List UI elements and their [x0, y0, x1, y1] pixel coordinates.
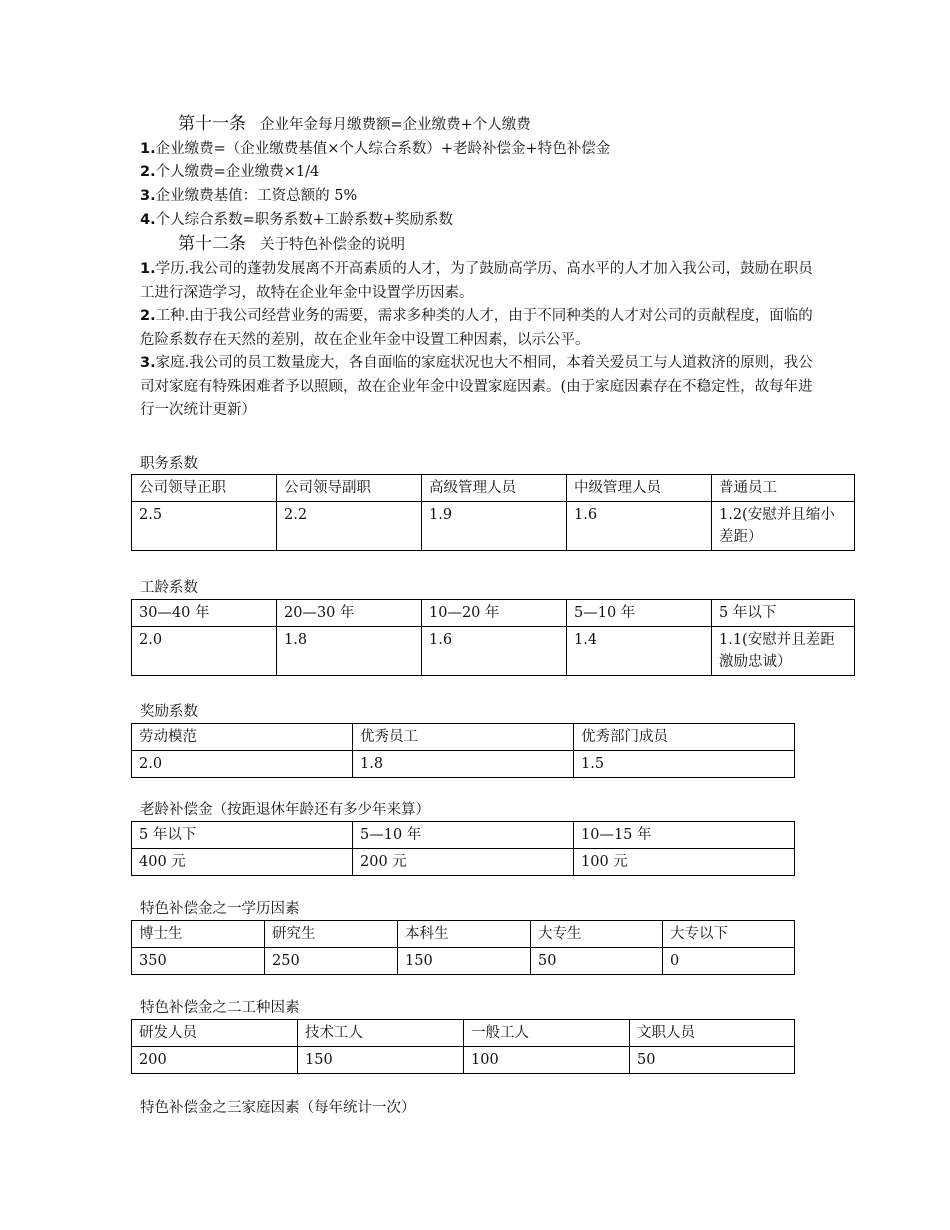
header-cell: 30—40 年 — [132, 600, 277, 627]
item-text: 家庭.我公司的员工数量庞大，各自面临的家庭状况也大不相同，本着关爱员工与人道救济的原则，我公司对家庭有特殊困难者予以照顾，故在企业年金中设置家庭因素。(由于家庭因素存在不稳定性，故每年进行一次统计更新） — [140, 355, 813, 418]
header-cell: 一般工人 — [464, 1020, 630, 1047]
reward-table-caption: 奖励系数 — [140, 704, 198, 720]
table-header-row — [132, 600, 855, 627]
header-cell: 优秀员工 — [353, 724, 574, 751]
value-cell: 1.8 — [353, 751, 574, 778]
value-cell: 50 — [531, 948, 663, 975]
value-cell: 0 — [663, 948, 795, 975]
jobtype-table-caption: 特色补偿金之二工种因素 — [140, 1000, 300, 1016]
header-cell: 10—20 年 — [422, 600, 567, 627]
article-12-item-3 — [140, 352, 820, 423]
item-text: 个人缴费=企业缴费×1/4 — [155, 164, 320, 180]
value-cell: 200 元 — [353, 849, 574, 876]
table-row — [132, 502, 855, 551]
article-11-label: 第十一条 — [178, 114, 246, 134]
table-row — [132, 627, 855, 676]
value-cell: 150 — [298, 1047, 464, 1074]
value-cell: 1.2(安慰并且缩小差距） — [712, 502, 855, 551]
position-coefficient-table — [131, 474, 855, 551]
value-cell: 400 元 — [132, 849, 353, 876]
header-cell: 优秀部门成员 — [574, 724, 795, 751]
value-cell: 2.0 — [132, 751, 353, 778]
header-cell: 本科生 — [398, 921, 531, 948]
family-table-caption: 特色补偿金之三家庭因素（每年统计一次） — [140, 1100, 416, 1116]
table-row — [132, 849, 795, 876]
value-cell: 1.1(安慰并且差距激励忠诚） — [712, 627, 855, 676]
article-11-item-4 — [140, 210, 453, 230]
elderly-table-caption: 老龄补偿金（按距退休年龄还有多少年来算） — [140, 802, 430, 818]
item-text: 个人综合系数=职务系数+工龄系数+奖励系数 — [155, 212, 454, 228]
header-cell: 20—30 年 — [277, 600, 422, 627]
position-table-caption: 职务系数 — [140, 456, 198, 472]
item-number: 3. — [140, 188, 156, 204]
article-11-title: 企业年金每月缴费额=企业缴费+个人缴费 — [260, 117, 531, 133]
value-cell: 1.5 — [574, 751, 795, 778]
table-header-row — [132, 475, 855, 502]
item-number: 1. — [140, 141, 156, 157]
table-row — [132, 751, 795, 778]
header-cell: 文职人员 — [630, 1020, 795, 1047]
header-cell: 博士生 — [132, 921, 265, 948]
article-12-title: 关于特色补偿金的说明 — [260, 237, 405, 253]
header-cell: 大专以下 — [663, 921, 795, 948]
table-row — [132, 948, 795, 975]
table-header-row — [132, 921, 795, 948]
value-cell: 50 — [630, 1047, 795, 1074]
header-cell: 技术工人 — [298, 1020, 464, 1047]
elderly-compensation-table — [131, 821, 795, 876]
article-12-heading — [178, 234, 405, 255]
jobtype-factor-table — [131, 1019, 795, 1074]
value-cell: 2.2 — [277, 502, 422, 551]
value-cell: 100 元 — [574, 849, 795, 876]
header-cell: 公司领导正职 — [132, 475, 277, 502]
header-cell: 5 年以下 — [712, 600, 855, 627]
item-number: 3. — [140, 355, 156, 371]
header-cell: 10—15 年 — [574, 822, 795, 849]
header-cell: 大专生 — [531, 921, 663, 948]
value-cell: 350 — [132, 948, 265, 975]
item-text: 工种.由于我公司经营业务的需要，需求多种类的人才，由于不同种类的人才对公司的贡献程度，面临的危险系数存在天然的差别，故在企业年金中设置工种因素，以示公平。 — [140, 308, 813, 348]
value-cell: 1.4 — [567, 627, 712, 676]
header-cell: 5—10 年 — [567, 600, 712, 627]
reward-coefficient-table — [131, 723, 795, 778]
article-12-label: 第十二条 — [178, 234, 246, 254]
education-table-caption: 特色补偿金之一学历因素 — [140, 901, 300, 917]
value-cell: 250 — [265, 948, 398, 975]
article-11-heading — [178, 114, 531, 135]
header-cell: 研究生 — [265, 921, 398, 948]
value-cell: 2.0 — [132, 627, 277, 676]
item-number: 1. — [140, 261, 156, 277]
item-text: 企业缴费基值：工资总额的 5% — [155, 188, 358, 204]
item-number: 4. — [140, 212, 156, 228]
table-header-row — [132, 822, 795, 849]
article-11-item-3 — [140, 186, 357, 206]
header-cell: 劳动模范 — [132, 724, 353, 751]
item-text: 企业缴费=（企业缴费基值×个人综合系数）+老龄补偿金+特色补偿金 — [155, 141, 611, 157]
seniority-coefficient-table — [131, 599, 855, 676]
header-cell: 5 年以下 — [132, 822, 353, 849]
education-factor-table — [131, 920, 795, 975]
value-cell: 100 — [464, 1047, 630, 1074]
article-11-item-1 — [140, 139, 610, 159]
value-cell: 2.5 — [132, 502, 277, 551]
header-cell: 研发人员 — [132, 1020, 298, 1047]
article-12-item-2 — [140, 305, 820, 352]
seniority-table-caption: 工龄系数 — [140, 580, 198, 596]
value-cell: 150 — [398, 948, 531, 975]
header-cell: 中级管理人员 — [567, 475, 712, 502]
item-number: 2. — [140, 164, 156, 180]
header-cell: 普通员工 — [712, 475, 855, 502]
value-cell: 1.9 — [422, 502, 567, 551]
value-cell: 1.8 — [277, 627, 422, 676]
article-11-item-2 — [140, 162, 319, 182]
article-12-item-1 — [140, 258, 820, 305]
header-cell: 5—10 年 — [353, 822, 574, 849]
value-cell: 200 — [132, 1047, 298, 1074]
value-cell: 1.6 — [422, 627, 567, 676]
header-cell: 公司领导副职 — [277, 475, 422, 502]
table-header-row — [132, 1020, 795, 1047]
item-number: 2. — [140, 308, 156, 324]
table-header-row — [132, 724, 795, 751]
value-cell: 1.6 — [567, 502, 712, 551]
header-cell: 高级管理人员 — [422, 475, 567, 502]
item-text: 学历.我公司的蓬勃发展离不开高素质的人才，为了鼓励高学历、高水平的人才加入我公司，鼓励在职员工进行深造学习，故特在企业年金中设置学历因素。 — [140, 261, 813, 301]
table-row — [132, 1047, 795, 1074]
